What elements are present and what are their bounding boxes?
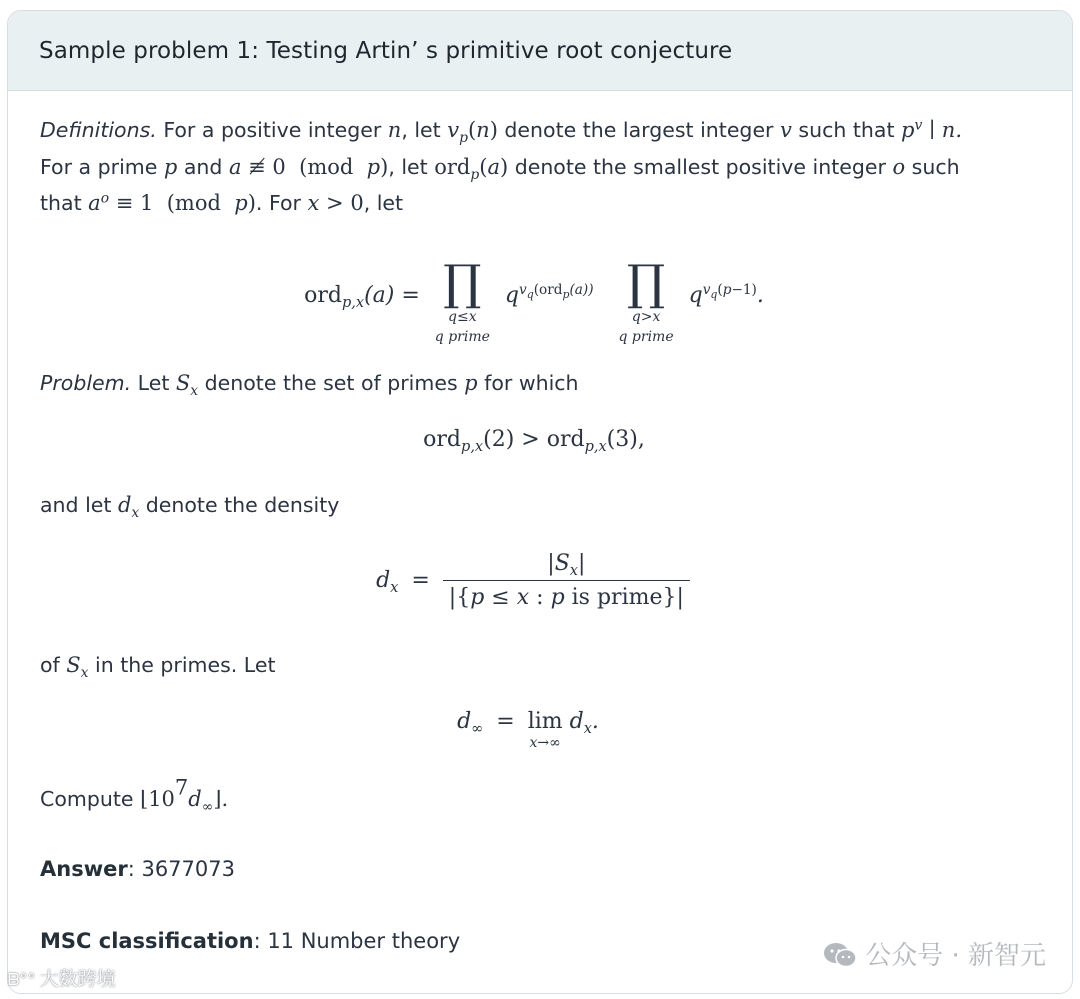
density-fraction <box>443 551 690 610</box>
math-vp-n: $v_p(n)$ <box>447 118 498 146</box>
density-denominator: |{p ≤ x : p is prime}| <box>448 585 684 610</box>
primes-text: of $S_x$ in the primes. Let <box>40 653 276 681</box>
formula-limit: $d_\infty$ = lim x→∞ $d_x$. <box>457 709 599 751</box>
math-d-x: $d_x$ <box>117 493 140 521</box>
answer-value: : 3677073 <box>127 857 235 881</box>
answer-line <box>40 857 235 881</box>
problem-label: Problem. <box>40 371 132 395</box>
density-intro: and let $d_x$ denote the density <box>40 493 340 521</box>
density-numerator: $|S_x|$ <box>443 551 690 581</box>
card-title: Sample problem 1: Testing Artin’ s primitive root conjecture <box>39 37 733 64</box>
math-x-gt-0: x > 0 <box>307 191 364 215</box>
compute-line: Compute $⌊10^7d_\infty⌋$. <box>40 775 229 815</box>
card-header <box>8 11 1072 91</box>
math-ord-p-a: ord$_p$(a) <box>434 154 509 183</box>
math-a-not-zero-mod-p: a ≢ 0 (mod p) <box>228 154 389 179</box>
formula-lhs: ord$_{p,x}$(a) = <box>304 282 420 311</box>
answer-label: Answer <box>40 857 128 881</box>
definitions-line-3: that $a^o \equiv 1$ (mod p). For x > 0, let <box>40 190 404 215</box>
product-symbol: ∏ <box>626 255 666 311</box>
term-q-pow-vq-ord: $q^{v_q(ord_p(a))}$ <box>504 282 594 308</box>
definitions-line-2: For a prime p and a ≢ 0 (mod p), let ord$_p$(a) denote the smallest positive integer o such <box>40 154 960 183</box>
msc-value: : 11 Number theory <box>253 929 461 953</box>
limit-operator: lim x→∞ <box>527 709 563 751</box>
math-floor-expression: $⌊10^7d_\infty⌋$. <box>140 775 229 815</box>
math-p-pow-v-divides-n: $p^v$ ∣ n. <box>901 117 963 142</box>
definitions-paragraph <box>40 112 962 222</box>
wechat-icon <box>823 942 857 968</box>
definitions-line-1: Definitions. For a positive integer n, let $v_p(n)$ denote the largest integer v such that $p^v$ ∣ n. <box>40 117 963 146</box>
product-large-primes: ∏ q>x q prime <box>618 255 674 345</box>
brand-logo-icon: ᗷ°° <box>8 970 36 989</box>
wechat-watermark: 公众号 · 新智元 <box>823 935 1046 972</box>
math-S-x: $S_x$ <box>175 371 199 399</box>
math-S-x: $S_x$ <box>66 653 89 681</box>
msc-label: MSC classification <box>40 929 254 953</box>
term-q-pow-vq-p-minus-1: $q^{v_q(p-1)}$. <box>688 282 764 308</box>
product-symbol: ∏ <box>443 255 482 311</box>
formula-ord-definition <box>7 243 1066 347</box>
definitions-label: Definitions. <box>40 118 157 142</box>
msc-line <box>40 929 460 953</box>
product-small-primes: ∏ q≤x q prime <box>434 255 490 345</box>
math-a-pow-o-congruent: $a^o \equiv 1$ (mod p) <box>88 190 256 215</box>
problem-paragraph: Problem. Let $S_x$ denote the set of primes p for which <box>40 371 579 399</box>
formula-density: $d_x$ = $\frac{|S_x|}{\text{|\{p ≤ x : p is prime\}|}}$ <box>7 551 1065 610</box>
formula-comparison: ord$_{p,x}$(2) > ord$_{p,x}$(3), <box>423 427 645 456</box>
problem-card <box>7 10 1073 994</box>
brand-watermark: ᗷ°° 大数跨境 <box>8 968 116 990</box>
